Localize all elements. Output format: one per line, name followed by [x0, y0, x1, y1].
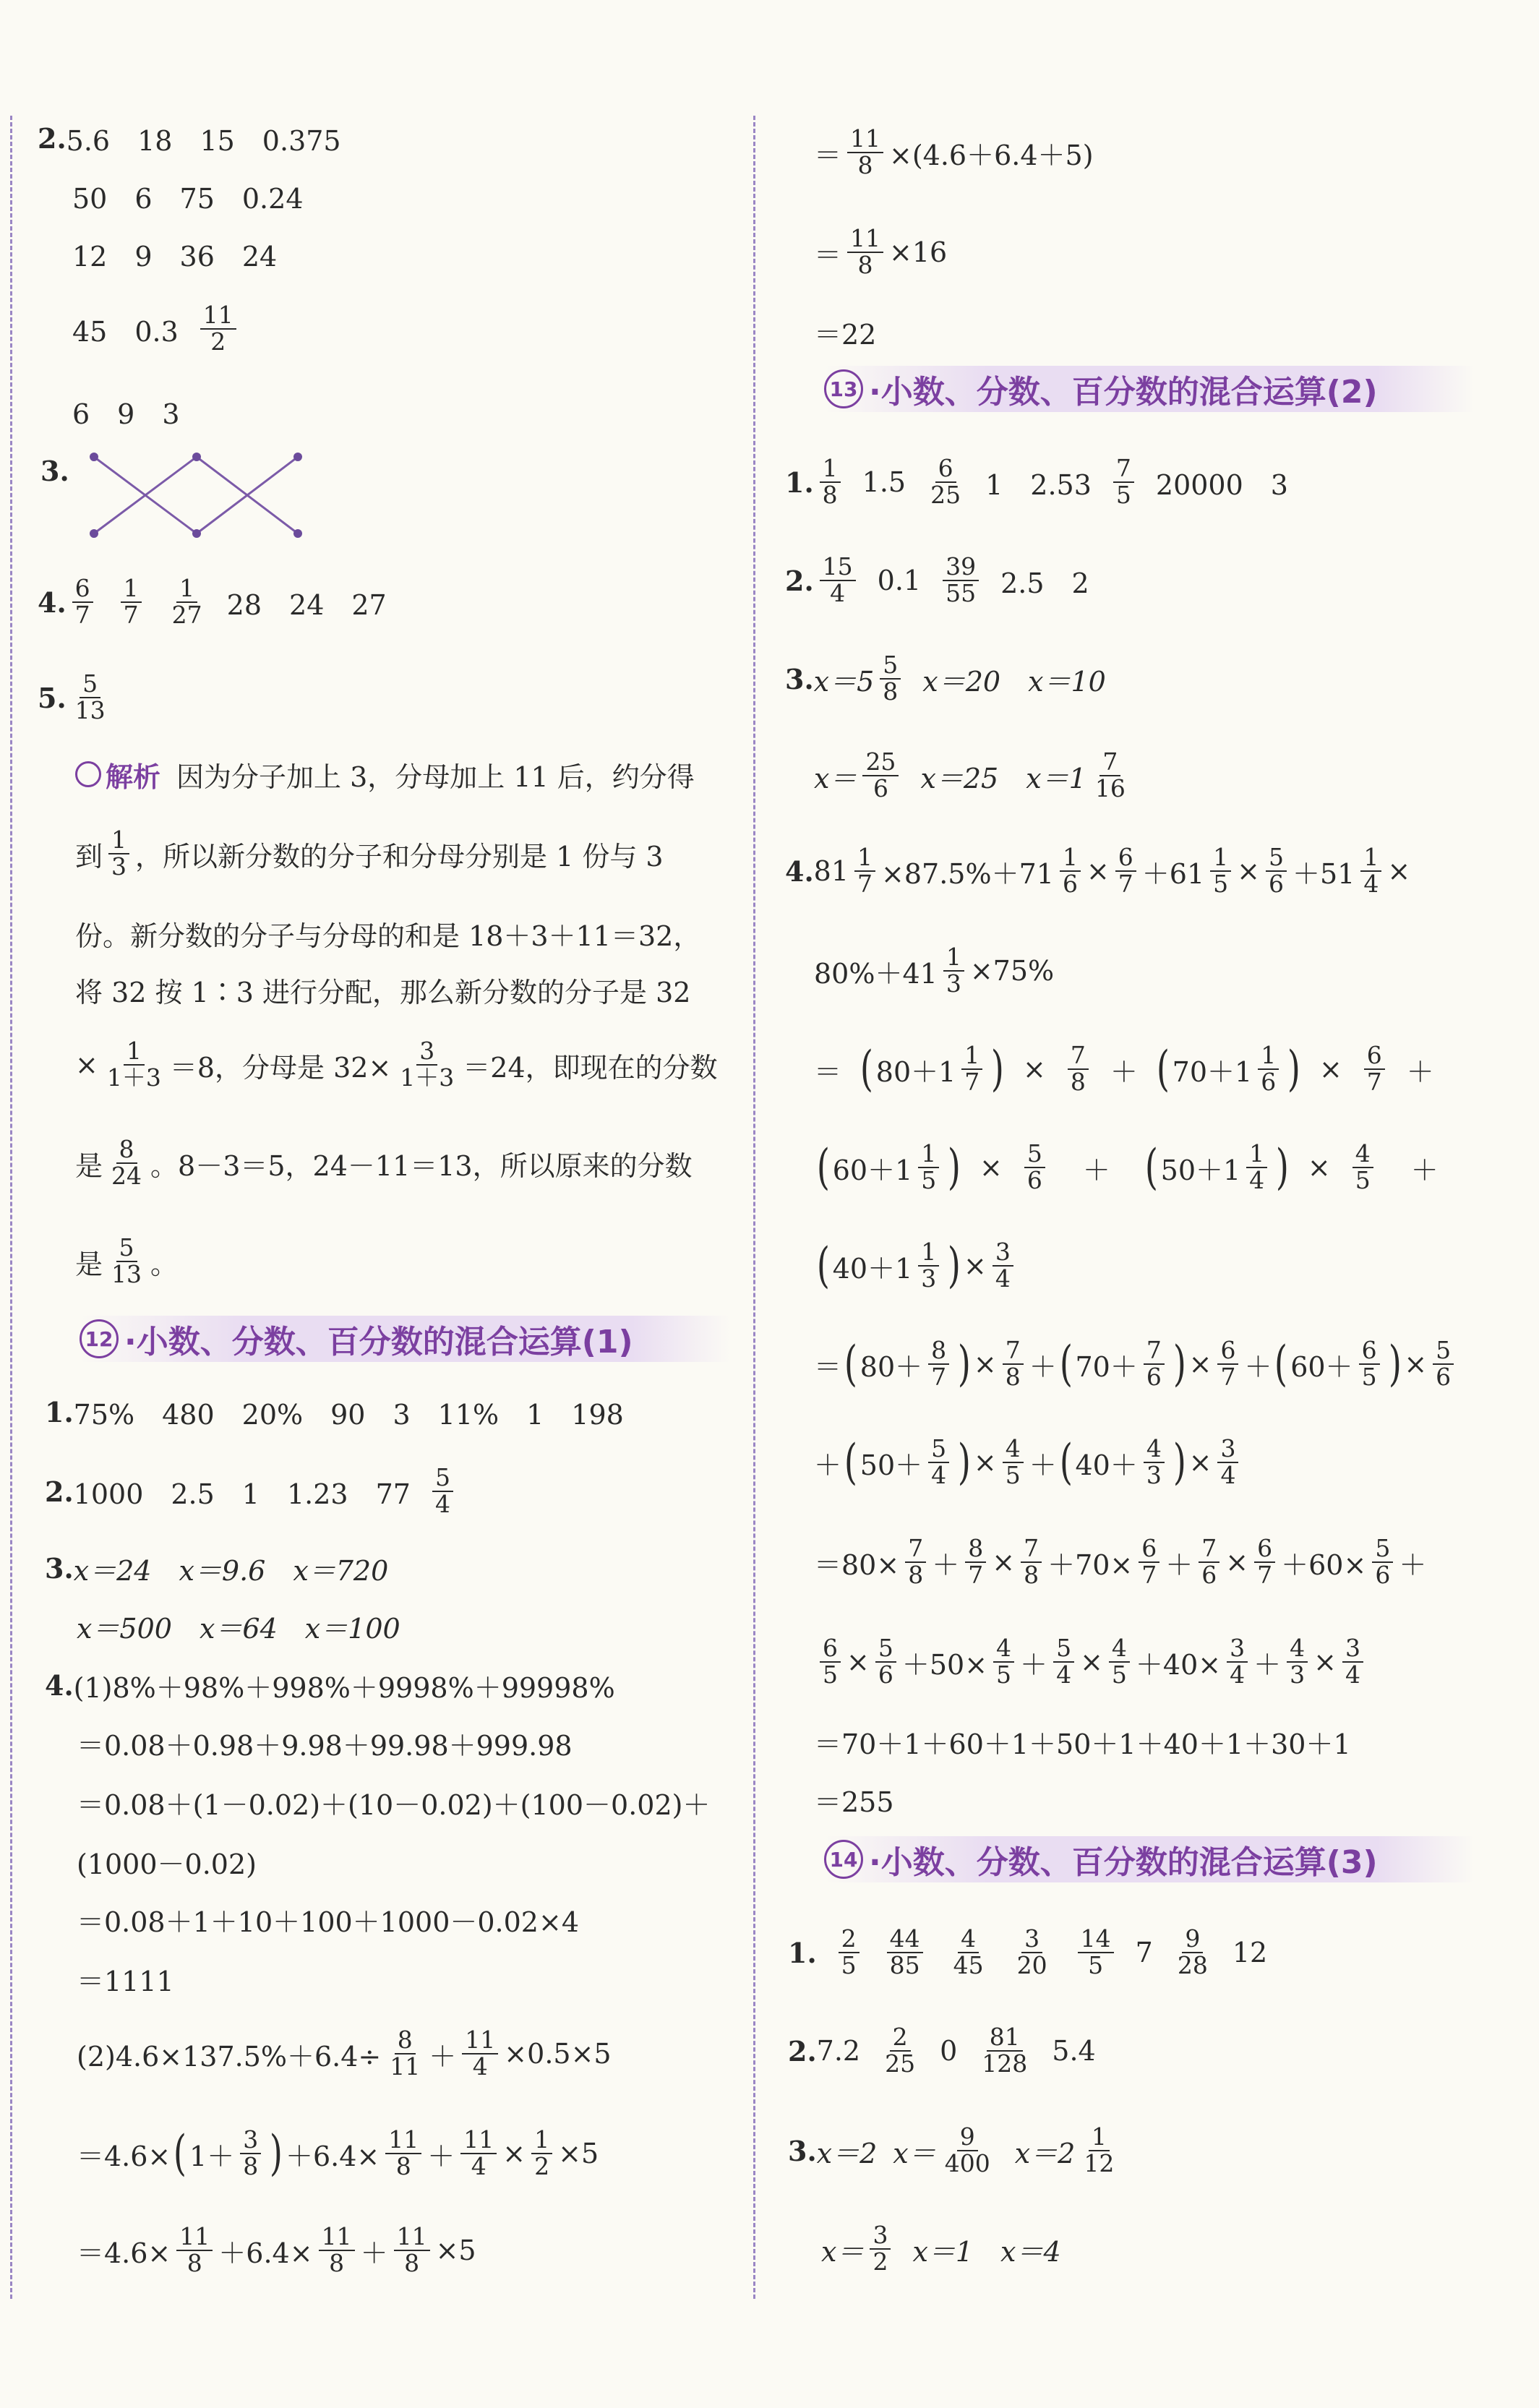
matching-lines-diagram: [81, 445, 312, 547]
s12-q4-line-2: ＝0.08＋0.98＋9.98＋99.98＋999.98: [77, 1729, 573, 1762]
cont-line-2: ＝ $\frac{11}{8}$ ×16: [814, 224, 948, 279]
section-13-header: [824, 366, 1475, 412]
s12-q4-line-4: (1000－0.02): [77, 1848, 257, 1880]
explanation-line-4: 将 32 按 1∶3 进行分配，那么新分数的分子是 32: [75, 976, 691, 1008]
s12-q4-line-7: (2)4.6×137.5%＋6.4÷ $\frac{8}{11}$ ＋ $\frac{11}{4}$ ×0.5×5: [77, 2026, 612, 2081]
section-12-header: [80, 1316, 730, 1362]
fraction: 11 2: [200, 303, 236, 354]
section-number-badge: 12: [80, 1319, 119, 1358]
s12-q1: 1. 75% 480 20% 90 3 11% 1 198: [45, 1395, 624, 1431]
s14-q1: 1. 2 5 44 85 4 45 3 20 14 5 7 9 28 12: [788, 1924, 1268, 1979]
section-number-badge: 13: [824, 369, 863, 408]
q4-row: 4. 6 7 1 7 1 27 28 24 27: [38, 574, 387, 629]
section-title: ·小数、分数、百分数的混合运算(1): [124, 1324, 633, 1361]
explanation-line-6: 是 8 24 。8－3＝5，24－11＝13，所以原来的分数: [75, 1135, 693, 1190]
s13-q2: 2. 15 4 0.1 39 55 2.5 2: [785, 552, 1089, 607]
s13-q3-row-2: x＝ 25 6 x＝25 x＝1 7 16: [814, 747, 1126, 802]
s12-q4-line-9: ＝4.6× $\frac{11}{8}$ ＋6.4× $\frac{11}{8}$ ＋ $\frac{11}{8}$ ×5: [77, 2222, 476, 2277]
section-title: ·小数、分数、百分数的混合运算(3): [869, 1844, 1378, 1881]
left-margin-divider: [10, 116, 12, 2299]
s13-q4-line-6: ＝ ( 80＋ 8 7 ) × $\frac{7}{8}$ ＋ ( 70＋ 7 6 ) × $\frac{6}{7}$ ＋ ( 60＋ 6 5 ) × $\frac{5}{6}$: [814, 1339, 1459, 1389]
s13-q4-line-3: ＝ ( 80＋1 1 7 ) × 7 8 ＋ ( 70＋1 1 6 ) × 6 7 ＋: [814, 1041, 1434, 1097]
q2-row-3: 12 9 36 24: [72, 240, 278, 273]
s14-q2: 2. 7.2 2 25 0 81 128 5.4: [788, 2023, 1096, 2078]
q2-row-1: 2. 5.6 18 15 0.375: [38, 121, 341, 157]
s13-q3-row-1: 3. x＝5 5 8 x＝20 x＝10: [785, 651, 1106, 706]
cont-line-3: ＝22: [814, 318, 877, 351]
explanation-icon: [75, 761, 101, 787]
s12-q4-line-5: ＝0.08＋1＋10＋100＋1000－0.02×4: [77, 1906, 580, 1938]
s12-q4-line-6: ＝1111: [77, 1965, 174, 1997]
s14-q3-row-2: x＝ 3 2 x＝1 x＝4: [821, 2221, 1061, 2276]
s12-q4-line-3: ＝0.08＋(1－0.02)＋(10－0.02)＋(100－0.02)＋: [77, 1788, 711, 1821]
s13-q1: 1. 1 8 1.5 6 25 1 2.53 7 5 20000 3: [785, 454, 1288, 509]
s12-q3-row-1: 3. x＝24 x＝9.6 x＝720: [45, 1551, 389, 1587]
question-number: 2.: [38, 121, 67, 155]
explanation-line-3: 份。新分数的分子与分母的和是 18＋3＋11＝32，: [75, 920, 701, 952]
s13-q4-line-5: ( 40＋1 1 3 ) × $\frac{3}{4}$: [814, 1241, 1019, 1291]
explanation-line-1: 解析 因为分子加上 3，分母加上 11 后，约分得: [75, 749, 695, 800]
explanation-label: 解析: [106, 760, 161, 793]
explanation-line-5: × $\frac{1}{1+3}$ ＝8，分母是 32× $\frac{3}{1+3}$ ＝24，即现在的分数: [75, 1037, 718, 1092]
column-divider: [753, 116, 755, 2299]
q2-row-2: 50 6 75 0.24: [72, 182, 304, 215]
section-14-header: [824, 1836, 1475, 1882]
q5-row: 5. 5 13: [38, 669, 106, 724]
s13-q4-line-1: 4. 81 $\frac{1}{7}$ ×87.5%＋71 $\frac{1}{6}$ × $\frac{6}{7}$ ＋61 $\frac{1}{5}$ × $\frac{5}{6}$ ＋51 $\frac{1}{4}$ ×: [785, 843, 1411, 898]
explanation-line-2: 到 1 3 ，所以新分数的分子和分母分别是 1 份与 3: [75, 826, 664, 880]
s13-q4-line-11: ＝255: [814, 1786, 894, 1818]
cont-line-1: ＝ $\frac{11}{8}$ ×(4.6＋6.4＋5): [814, 124, 1094, 179]
s12-q3-row-2: x＝500 x＝64 x＝100: [77, 1612, 400, 1645]
s13-q4-line-9: $\frac{6}{5}$ × $\frac{5}{6}$ ＋50× $\frac{4}{5}$ ＋ $\frac{5}{4}$ × $\frac{4}{5}$ ＋40× $\frac{3}{4}$ ＋ $\frac{4}{3}$ × $\frac{3}{4}$: [814, 1637, 1369, 1687]
q2-row-5: 6 9 3: [72, 398, 180, 430]
q2-row-4: 45 0.3 11 2: [72, 304, 242, 354]
s13-q4-line-8: ＝80× $\frac{7}{8}$ ＋ $\frac{8}{7}$ × $\frac{7}{8}$ ＋70× $\frac{6}{7}$ ＋ $\frac{7}{6}$ × $\frac{6}{7}$ ＋60× $\frac{5}{6}$ ＋: [814, 1534, 1427, 1589]
s13-q4-line-4: ( 60＋1 1 5 ) × 5 6 ＋ ( 50＋1 1 4 ) × 4 5 ＋: [816, 1139, 1439, 1195]
s13-q4-line-7: ＋ ( 50＋ 5 4 ) × $\frac{4}{5}$ ＋ ( 40＋ 4 3 ) × $\frac{3}{4}$: [814, 1437, 1244, 1488]
q3-number: 3.: [40, 454, 69, 487]
s12-q4-line-8: ＝4.6× ( 1＋ 3 8 ) ＋6.4× $\frac{11}{8}$ ＋ $\frac{11}{4}$ × $\frac{1}{2}$ ×5: [77, 2125, 599, 2181]
s13-q4-line-2: 80%＋41 $\frac{1}{3}$ ×75%: [814, 943, 1055, 998]
section-number-badge: 14: [824, 1840, 863, 1879]
s13-q4-line-10: ＝70＋1＋60＋1＋50＋1＋40＋1＋30＋1: [814, 1728, 1351, 1760]
section-title: ·小数、分数、百分数的混合运算(2): [869, 374, 1378, 411]
s12-q2: 2. 1000 2.5 1 1.23 77 5 4: [45, 1466, 459, 1517]
s14-q3-row-1: 3. x＝2 x＝ 9 400 x＝2 1 12: [788, 2122, 1115, 2177]
explanation-line-7: 是 5 13 。: [75, 1233, 179, 1288]
s12-q4-line-1: 4. (1)8%＋98%＋998%＋9998%＋99998%: [45, 1668, 615, 1704]
